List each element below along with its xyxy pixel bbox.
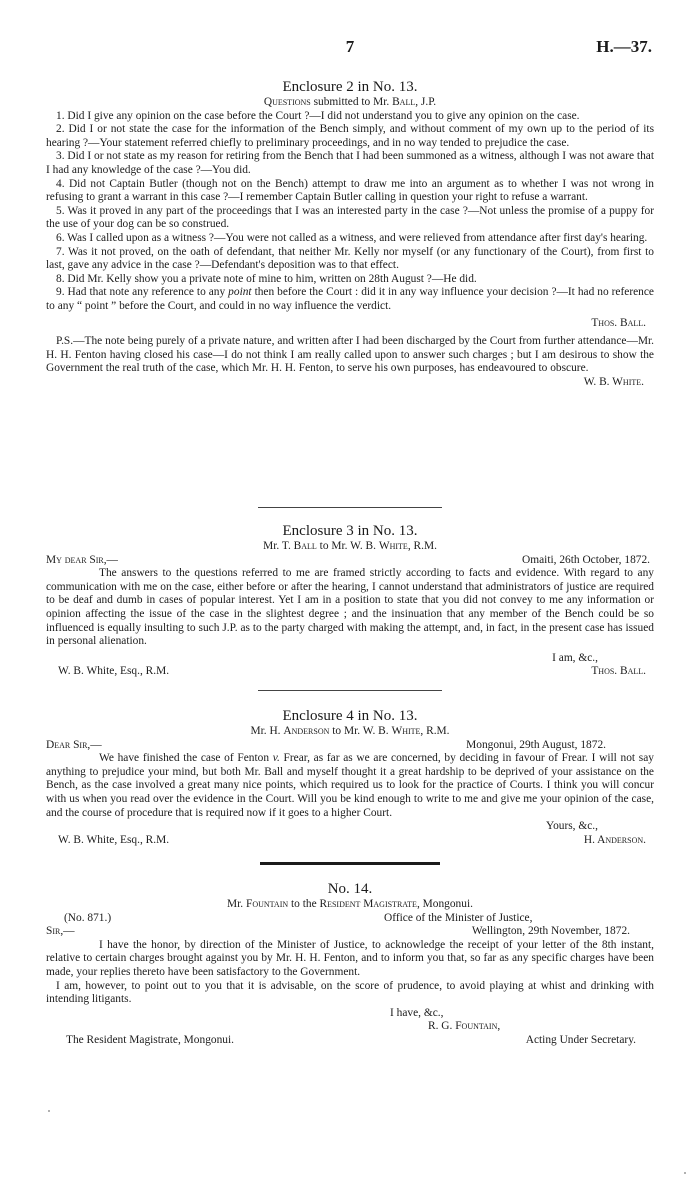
document-reference: H.—37. (596, 37, 652, 56)
scan-speck (684, 1172, 686, 1174)
enclosure-4 (46, 707, 654, 847)
letter-body: The answers to the questions referred to me are framed strictly according to facts and evidence. With regard to any communication with me on the case, either before or after the hearing, I cannot understand that administrators of justice are required to be deaf and dumb in cases of popular interest. Yet I am in a position to state that you did not convey to me any information or opinion affecting the issue of the case in the slightest degree ; and the insinuation that any member of the Bench could be so influenced is equally insulting to such J.P. as to the party charged with making the attempt, and, in fact, in the present case has issued in personal alienation. (46, 567, 654, 648)
place-date: Omaiti, 26th October, 1872. (522, 553, 650, 566)
no-14-subtitle: Mr. Fountain to the Resident Magistrate, Mongonui. (227, 898, 473, 910)
enclosure-3-title: Enclosure 3 in No. 13. (282, 523, 418, 539)
salutation: My dear Sir,— (46, 553, 118, 566)
addressee: W. B. White, Esq., R.M. (58, 665, 170, 678)
addressee: W. B. White, Esq., R.M. (58, 833, 170, 846)
question-2: 2. Did I or not state the case for the information of the Bench simply, and without comment of my own up to the period of its hearing ?—Your statement referred chiefly to preliminary proceedings, and in no way tended to prejudice the case. (46, 123, 654, 149)
section-divider-thick (260, 862, 440, 865)
section-divider (258, 690, 442, 691)
closing: Yours, &c., (545, 820, 598, 833)
letter-body: We have finished the case of Fenton v. Frear, as far as we are concerned, by deciding in favour of Frear. I will not say anything to prejudice your mind, but both Mr. Ball and myself thought it a great hardship to be deprived of your assistance on the Bench, as the case involved a great many nice points, which required us to look for the practice of Courts. I think you will concur with us when you read over the evidence in the Court. Will you be kind enough to write to me and give me your opinion of the case, and the course of procedure that is required now if it goes to a higher Court. (46, 752, 654, 819)
signature-fountain: R. G. Fountain, (428, 1020, 501, 1033)
reference-number: (No. 871.) (64, 911, 112, 924)
closing: I am, &c., (552, 651, 598, 664)
signature-white: W. B. White. (583, 375, 644, 388)
signature-anderson: H. Anderson. (583, 833, 646, 846)
salutation: Dear Sir,— (46, 738, 102, 751)
section-divider (258, 507, 442, 508)
place-date: Mongonui, 29th August, 1872. (466, 738, 606, 751)
question-7: 7. Was it not proved, on the oath of defendant, that neither Mr. Kelly nor myself (or any functionary of the Court), from first to last, gave any advice in the case ?—Defendant's deposition was to that effect. (46, 245, 654, 272)
enclosure-4-subtitle: Mr. H. Anderson to Mr. W. B. White, R.M. (250, 725, 450, 737)
enclosure-4-title: Enclosure 4 in No. 13. (282, 708, 418, 724)
signature-title: Acting Under Secretary. (525, 1033, 636, 1046)
enclosure-2-title: Enclosure 2 in No. 13. (282, 79, 418, 95)
office-line: Office of the Minister of Justice, (384, 911, 533, 924)
no-14-title: No. 14. (327, 881, 373, 897)
enclosure-3-subtitle: Mr. T. Ball to Mr. W. B. White, R.M. (263, 540, 437, 552)
letter-body-2: I am, however, to point out to you that it is advisable, on the score of prudence, to avoid playing at whist and drinking with intending litigants. (46, 979, 654, 1006)
question-5: 5. Was it proved in any part of the proceedings that I was an interested party in the case ?—Not unless the promise of a puppy for the use of your dog can be so construed. (46, 204, 654, 231)
addressee: The Resident Magistrate, Mongonui. (66, 1033, 234, 1046)
signature-ball: Thos. Ball. (591, 316, 646, 329)
question-9: 9. Had that note any reference to any point then before the Court : did it in any way influence your decision ?—It had no reference to any “ point ” before the Court, and could in no way influence the verdict. (46, 286, 654, 312)
question-1: 1. Did I give any opinion on the case before the Court ?—I did not understand you to give any opinion on the case. (56, 109, 580, 122)
page-number: 7 (345, 37, 355, 56)
place-date: Wellington, 29th November, 1872. (471, 925, 630, 938)
question-8: 8. Did Mr. Kelly show you a private note of mine to him, written on 28th August ?—He did. (56, 272, 477, 285)
question-3: 3. Did I or not state as my reason for retiring from the Bench that I had been summoned as a witness, although I was not aware that I had any knowledge of the case ?—You did. (46, 150, 654, 176)
signature-ball: Thos. Ball. (591, 665, 646, 678)
scan-speck (48, 1110, 50, 1112)
enclosure-2-subtitle: Questions submitted to Mr. Ball, J.P. (263, 96, 437, 108)
letter-no-14 (46, 880, 654, 1048)
closing: I have, &c., (390, 1006, 444, 1019)
enclosure-2 (46, 78, 654, 389)
question-6: 6. Was I called upon as a witness ?—You were not called as a witness, and were relieved from attendance after first day's hearing. (56, 231, 648, 244)
salutation: Sir,— (46, 925, 75, 938)
question-4: 4. Did not Captain Butler (though not on the Bench) attempt to draw me into an argument as to whether I was not wrong in refusing to grant a warrant in this case ?—I remember Captain Butler calling in question your right to refuse a warrant. (46, 177, 654, 204)
enclosure-3 (46, 522, 654, 679)
postscript: P.S.—The note being purely of a private nature, and written after I had been discharged by the Court from further attendance—Mr. H. H. Fenton having closed his case—I do not think I am really called upon to answer such charges ; but I am desirous to show the Government the real truth of the case, which Mr. H. H. Fenton, to serve his own purposes, has endeavoured to obscure. (46, 335, 654, 375)
letter-body-1: I have the honor, by direction of the Minister of Justice, to acknowledge the receipt of your letter of the 8th instant, relative to certain charges brought against you by Mr. H. H. Fenton, and to inform you that, so far as any specific charges have been made, your replies thereto have been satisfactory to the Government. (46, 938, 654, 978)
